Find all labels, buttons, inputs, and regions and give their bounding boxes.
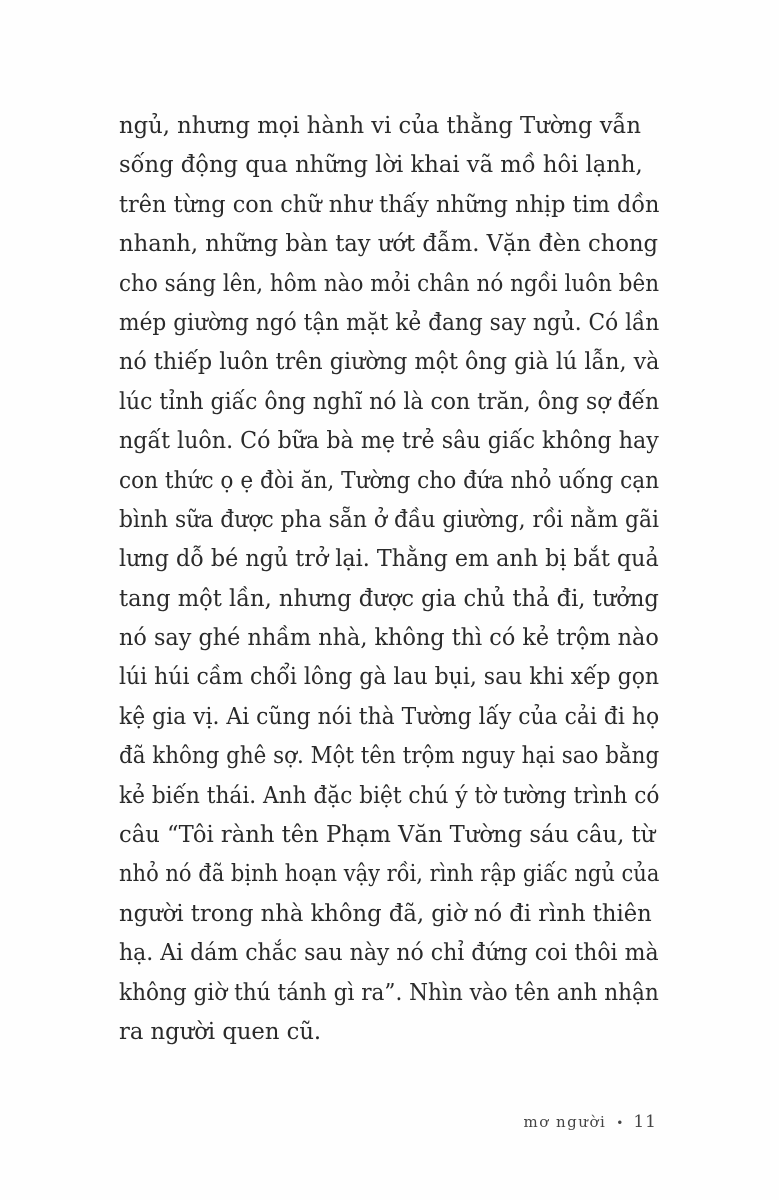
text-line: ngất luôn. Có bữa bà mẹ trẻ sâu giấc không hay (119, 426, 659, 455)
text-line: con thức ọ ẹ đòi ăn, Tường cho đứa nhỏ uống cạn (119, 465, 660, 494)
text-line: ngủ, nhưng mọi hành vi của thằng Tường vẫn (119, 111, 641, 139)
text-line: lúi húi cầm chổi lông gà lau bụi, sau khi xếp gọn (119, 662, 660, 691)
body-text (119, 106, 679, 1051)
text-line: nó say ghé nhầm nhà, không thì có kẻ trộm nào (119, 623, 659, 652)
text-line: lúc tỉnh giấc ông nghĩ nó là con trăn, ông sợ đến (119, 386, 660, 415)
text-line: người trong nhà không đã, giờ nó đi rình thiên (119, 898, 652, 927)
text-line: lưng dỗ bé ngủ trở lại. Thằng em anh bị bắt quả (119, 544, 659, 573)
text-line: tang một lần, nhưng được gia chủ thả đi, tưởng (119, 583, 659, 612)
text-line: đã không ghê sợ. Một tên trộm nguy hại sao bằng (119, 741, 660, 770)
text-line: bình sữa được pha sẵn ở đầu giường, rồi nằm gãi (119, 504, 659, 533)
text-line: không giờ thú tánh gì ra”. Nhìn vào tên anh nhận (119, 977, 659, 1006)
text-line: sống động qua những lời khai vã mồ hôi lạnh, (119, 150, 643, 179)
text-line: cho sáng lên, hôm nào mỏi chân nó ngồi luôn bên (119, 268, 660, 297)
page-number: 11 (633, 1112, 657, 1132)
running-title: mơ người (523, 1113, 607, 1131)
bullet-separator-icon: • (616, 1116, 624, 1130)
text-line: ra người quen cũ. (119, 1016, 322, 1045)
text-line: mép giường ngó tận mặt kẻ đang say ngủ. Có lần (119, 307, 660, 336)
text-line: nhanh, những bàn tay ướt đẫm. Vặn đèn chong (119, 229, 659, 258)
text-line: trên từng con chữ như thấy những nhịp tim dồn (119, 189, 660, 218)
text-line: kệ gia vị. Ai cũng nói thà Tường lấy của cải đi họ (119, 701, 660, 730)
text-line: hạ. Ai dám chắc sau này nó chỉ đứng coi thôi mà (119, 938, 659, 967)
text-line: nó thiếp luôn trên giường một ông già lú lẫn, và (119, 347, 660, 376)
text-line: kẻ biến thái. Anh đặc biệt chú ý tờ tường trình có (119, 780, 660, 809)
text-line: câu “Tôi rành tên Phạm Văn Tường sáu câu, từ (119, 820, 656, 849)
page-footer (524, 1112, 658, 1132)
text-line: nhỏ nó đã bịnh hoạn vậy rồi, rình rập giấc ngủ của (119, 859, 660, 888)
